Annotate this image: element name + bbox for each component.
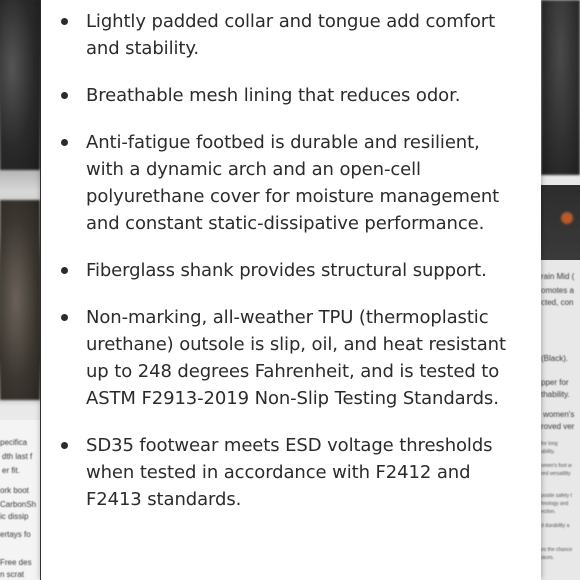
background-text: ection. <box>541 509 556 515</box>
bullet-icon <box>61 18 68 25</box>
feature-item-collar <box>41 8 541 62</box>
bullet-icon <box>61 92 68 99</box>
background-text: for long <box>541 441 558 447</box>
background-text: n scrat <box>0 570 25 579</box>
feature-text: SD35 footwear meets ESD voltage thresholds when tested in accordance with F2412 and F2413 standards. <box>86 435 493 510</box>
feature-text: Fiberglass shank provides structural support. <box>86 260 487 281</box>
background-left-panel <box>0 0 40 580</box>
background-text: pper for <box>541 378 569 387</box>
background-text: omen's foot w <box>541 463 572 469</box>
background-text: ability. <box>541 449 555 455</box>
background-text: women's <box>543 410 575 419</box>
background-right-panel <box>541 0 580 580</box>
features-list <box>41 0 541 513</box>
bullet-icon <box>61 139 68 146</box>
background-text: omotes a <box>541 286 574 295</box>
background-text: er fit. <box>2 466 20 475</box>
background-text: ertays fo <box>0 530 31 539</box>
feature-item-outsole <box>41 304 541 412</box>
product-features-card <box>41 0 541 580</box>
bullet-icon <box>61 314 68 321</box>
background-text: cted, con <box>541 298 574 307</box>
background-text: dth last f <box>2 452 33 461</box>
boot-image-left-top <box>0 0 40 170</box>
feature-text: Anti-fatigue footbed is durable and resilient, with a dynamic arch and an open-cell polyurethane cover for moisture management and constant static-dissipative performance. <box>86 132 500 234</box>
feature-text: Non-marking, all-weather TPU (thermoplastic urethane) outsole is slip, oil, and heat resistant up to 248 degrees Fahrenheit, and is tested to ASTM F2913-2019 Non-Slip Testing Standards. <box>86 307 506 409</box>
background-text: d durability a <box>541 523 570 529</box>
bullet-icon <box>61 442 68 449</box>
background-text: posite safety t <box>541 493 572 499</box>
feature-item-footbed <box>41 129 541 237</box>
background-text: hnology and <box>541 501 569 507</box>
feature-item-shank <box>41 257 541 284</box>
background-text: laces. <box>541 555 555 561</box>
boot-image-right-mid <box>541 185 580 260</box>
background-text: rain Mid ( <box>541 272 575 281</box>
background-text: roved ver <box>541 422 575 431</box>
feature-text: Lightly padded collar and tongue add comfort and stability. <box>86 11 496 59</box>
background-text: ic dissip <box>0 512 29 521</box>
background-text: CarbonSh <box>0 500 37 509</box>
feature-item-lining <box>41 82 541 109</box>
background-text: ork boot <box>0 486 29 495</box>
boot-image-left-mid <box>0 200 40 400</box>
background-text: thability. <box>541 390 570 399</box>
background-text: pecifica <box>0 438 28 447</box>
feature-item-esd <box>41 432 541 513</box>
background-text: Free des <box>0 558 32 567</box>
bullet-icon <box>61 267 68 274</box>
background-text: red versatility <box>541 471 571 477</box>
background-text: es the chance <box>541 547 573 553</box>
boot-image-right-top <box>541 0 580 175</box>
brand-logo-icon <box>561 212 573 224</box>
feature-text: Breathable mesh lining that reduces odor. <box>86 85 461 106</box>
background-text: (Black). <box>541 354 569 363</box>
